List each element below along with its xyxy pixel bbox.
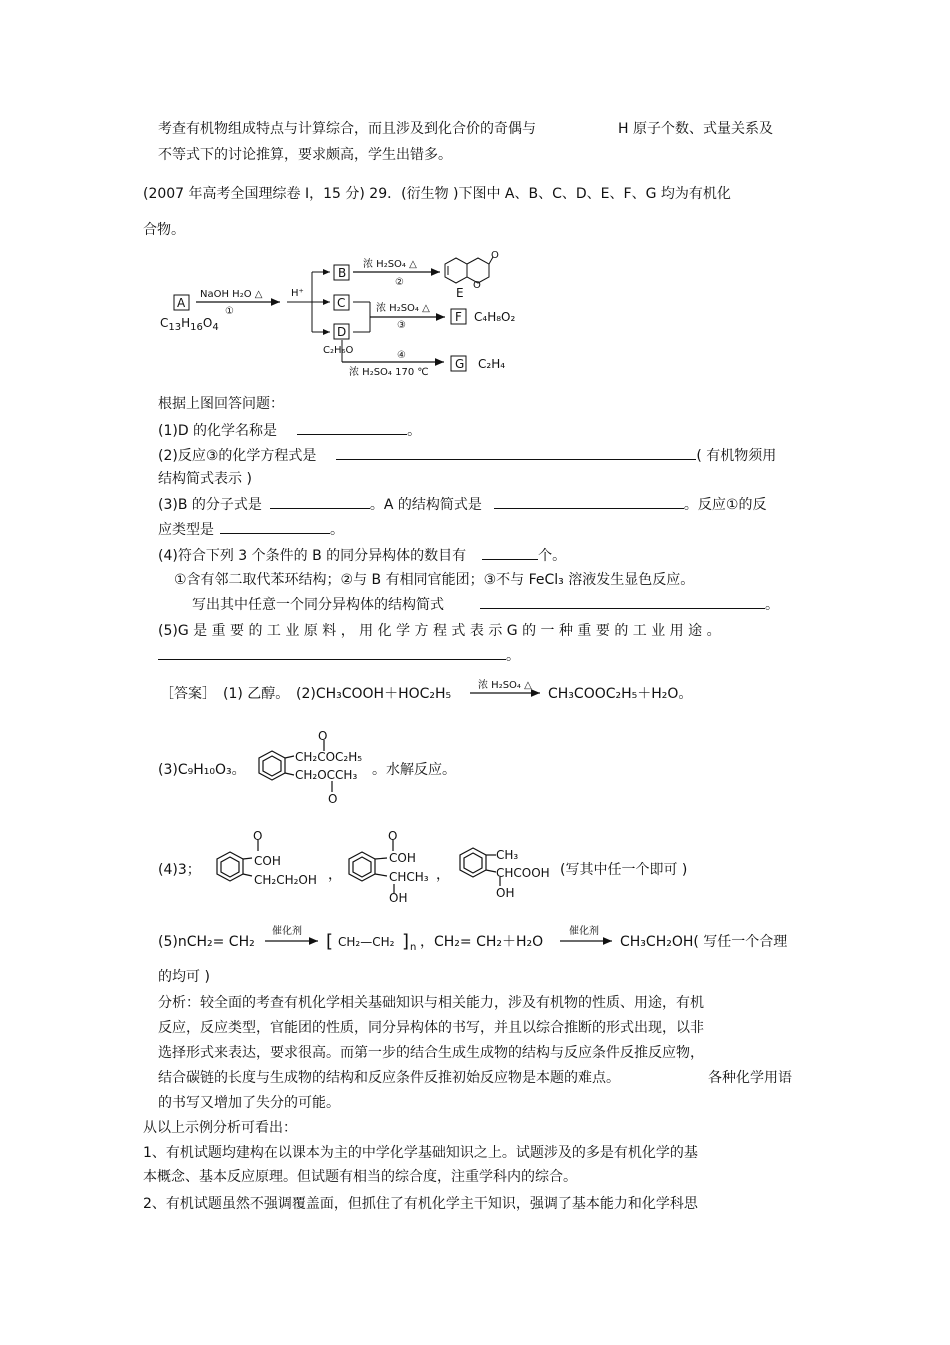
analysis-3: 选择形式来表达，要求很高。而第一步的结合生成生成物的结构与反应条件反推反应物，: [158, 1045, 704, 1061]
answer-5-left: (5)nCH₂= CH₂: [158, 934, 255, 950]
q2: (2)反应③的化学方程式是 ( 有机物须用: [158, 448, 777, 464]
label-F: F: [455, 310, 462, 324]
q4: (4)符合下列 3 个条件的 B 的同分异构体的数目有 个。: [158, 548, 567, 564]
formula-A: $C_{13}H_{16}O_4$: [160, 316, 219, 333]
a4-s2-oh: OH: [389, 891, 408, 905]
label-C: C: [337, 296, 346, 310]
a4-s2-O: O: [388, 829, 398, 843]
intro-line-1b: H 原子个数、式量关系及: [618, 121, 773, 137]
analysis-4b: 各种化学用语: [708, 1070, 792, 1086]
a4-s1-O: O: [253, 829, 263, 843]
point-2: 2、有机试题虽然不强调覆盖面，但抓住了有机化学主干知识，强调了基本能力和化学科思: [143, 1196, 698, 1212]
a4-s1-bottom: CH₂CH₂OH: [254, 873, 317, 887]
q4-conditions: ①含有邻二取代苯环结构；②与 B 有相同官能团；③不与 FeCl₃ 溶液发生显色反应。: [174, 572, 695, 588]
question-source-2: 合物。: [143, 222, 185, 238]
benzene-ring-3: [259, 740, 332, 792]
formula-D: C₂H₆O: [323, 345, 354, 356]
a4-s2-top: COH: [389, 851, 416, 865]
a3-top-chain: CH₂COC₂H₅: [295, 750, 363, 764]
E-carbonyl-O: O: [491, 250, 499, 261]
a3-top-O: O: [318, 729, 328, 743]
formula-F: C₄H₈O₂: [474, 310, 516, 324]
cond-3: 浓 H₂SO₄ △: [376, 303, 430, 314]
step-2: ②: [395, 277, 404, 288]
formula-G: C₂H₄: [478, 357, 506, 371]
poly-n: n: [410, 942, 417, 953]
cond-4: 浓 H₂SO₄ 170 ℃: [349, 367, 429, 378]
label-G: G: [455, 357, 465, 371]
benzene-ring-4a: [217, 840, 258, 881]
answer-5-right: CH₃CH₂OH( 写任一个合理: [620, 934, 788, 950]
answer-1: (1) 乙醇。: [223, 686, 290, 702]
answer-3: (3)C₉H₁₀O₃。: [158, 762, 246, 778]
step-3: ③: [397, 320, 406, 331]
q1: (1)D 的化学名称是 。: [158, 423, 422, 439]
prompt: 根据上图回答问题：: [158, 396, 284, 412]
a4-s3-top: CH₃: [496, 848, 519, 862]
answer-4: (4)3；: [158, 862, 201, 878]
E-ring-O: O: [473, 280, 481, 291]
label-A: A: [177, 296, 186, 310]
label-D: D: [337, 325, 347, 339]
a4-s2-bottom: CHCH₃: [389, 870, 429, 884]
answer-2-right: CH₃COOC₂H₅＋H₂O。: [548, 686, 693, 702]
analysis-6: 从以上示例分析可看出：: [143, 1120, 297, 1136]
q2b: 结构简式表示 ): [158, 471, 252, 487]
a4-s1-top: COH: [254, 854, 281, 868]
analysis-4a: 结合碳链的长度与生成物的结构和反应条件反推初始反应物是本题的难点。: [158, 1070, 620, 1086]
benzene-ring-4b: [349, 840, 394, 893]
catalyst-1: 催化剂: [272, 926, 302, 937]
answer-5-b: 的均可 ): [158, 969, 210, 985]
analysis-2: 反应，反应类型，官能团的性质，同分异构体的书写，并且以综合推断的形式出现，以非: [158, 1020, 704, 1036]
a3-bottom-O: O: [328, 792, 338, 806]
answer-3-end: 。水解反应。: [372, 762, 456, 778]
catalyst-2: 催化剂: [569, 926, 599, 937]
question-source: (2007 年高考全国理综卷 I，15 分) 29．(衍生物 )下图中 A、B、C、D、E、F、G 均为有机化: [143, 186, 731, 202]
q5-answer-line: 。: [158, 647, 520, 665]
point-1a: 1、有机试题均建构在以课本为主的中学化学基础知识之上。试题涉及的多是有机化学的基: [143, 1145, 698, 1161]
answer-label: ［答案］: [160, 686, 216, 702]
a4-s3-oh: OH: [496, 886, 515, 900]
analysis-5: 的书写又增加了失分的可能。: [158, 1095, 340, 1111]
answer-4-note: (写其中任一个即可 ): [560, 862, 688, 878]
label-E: E: [456, 286, 464, 300]
answer-4-comma-2: ，: [436, 867, 450, 883]
poly-repeat: CH₂—CH₂: [338, 935, 395, 949]
analysis-1: 分析：较全面的考查有机化学相关基础知识与相关能力，涉及有机物的性质、用途，有机: [158, 995, 704, 1011]
step-1: ①: [225, 306, 234, 317]
answer-2-left: (2)CH₃COOH＋HOC₂H₅: [296, 686, 452, 702]
benzene-ring-4c: [460, 848, 500, 886]
a4-s3-mid: CHCOOH: [496, 866, 550, 880]
answer-5-mid: ，CH₂= CH₂＋H₂O: [420, 934, 544, 950]
intro-line-1a: 考查有机物组成特点与计算综合，而且涉及到化合价的奇偶与: [158, 121, 536, 137]
step-4: ④: [397, 350, 406, 361]
answer-4-comma-1: ，: [328, 867, 342, 883]
intro-line-2: 不等式下的讨论推算，要求颇高，学生出错多。: [158, 147, 452, 163]
h-plus: H⁺: [291, 288, 304, 299]
poly-bracket-left: [: [326, 931, 334, 952]
label-B: B: [338, 266, 347, 280]
q4-write: 写出其中任意一个同分异构体的结构简式 。: [192, 597, 779, 613]
cond-2: 浓 H₂SO₄ △: [363, 259, 417, 270]
poly-bracket-right: ]: [402, 931, 410, 952]
q5: (5)G 是 重 要 的 工 业 原 料 ， 用 化 学 方 程 式 表 示 G 的 一 种 重 要 的 工 业 用 途 。: [158, 623, 721, 639]
q3b: 应类型是 。: [158, 522, 344, 538]
a3-bottom-chain: CH₂OCCH₃: [295, 768, 358, 782]
point-1b: 本概念、基本反应原理。但试题有相当的综合度，注重学科内的综合。: [143, 1169, 577, 1185]
answer-2-condition: 浓 H₂SO₄ △: [478, 680, 532, 691]
q3: (3)B 的分子式是 。A 的结构简式是 。反应①的反: [158, 497, 767, 513]
naoh-condition: NaOH H₂O △: [200, 289, 263, 300]
